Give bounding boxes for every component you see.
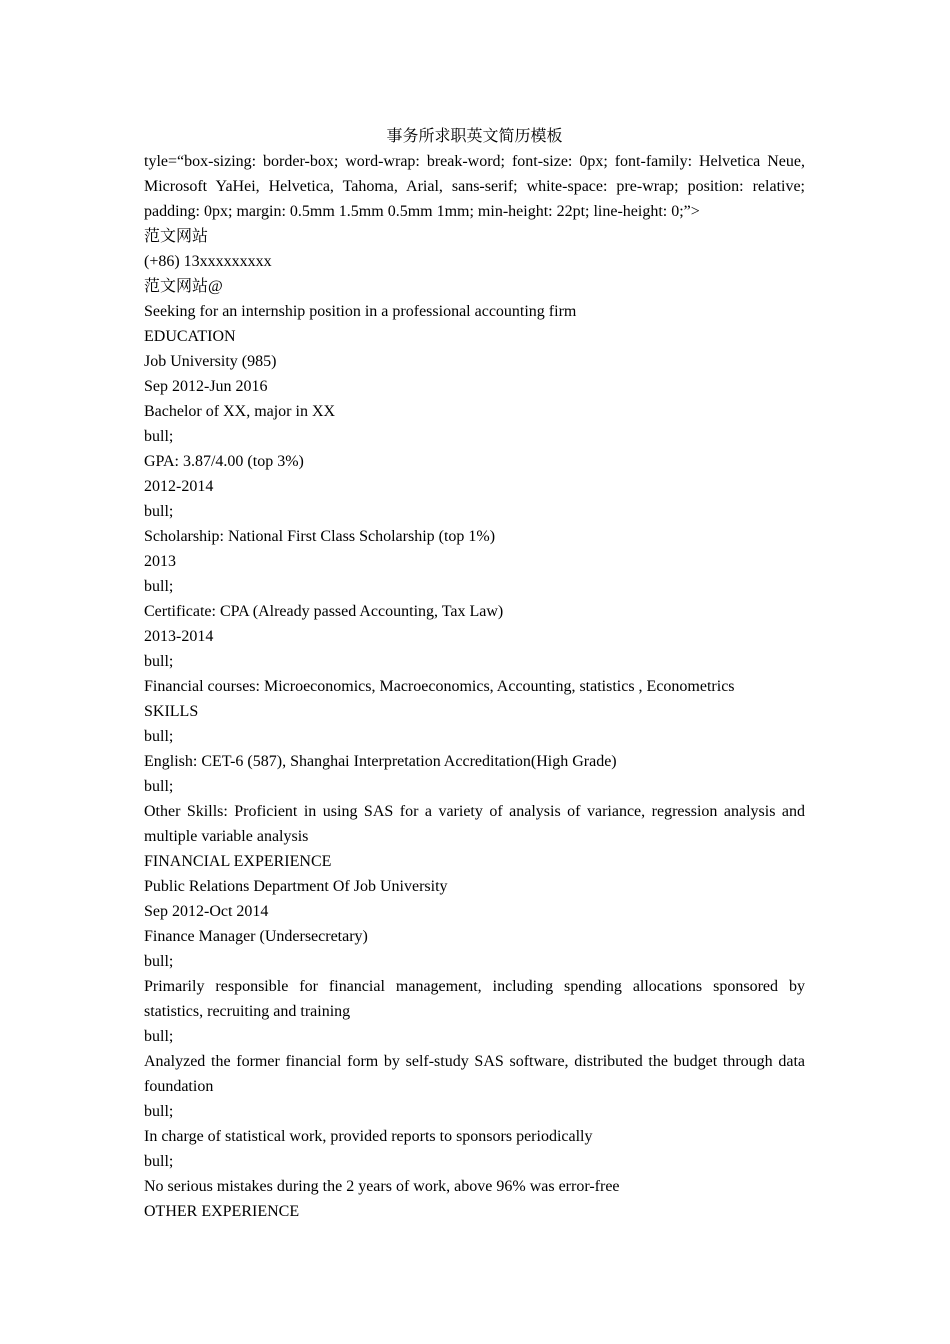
contact-name: 范文网站 xyxy=(144,228,209,245)
bullet-marker: bull; xyxy=(144,1103,174,1120)
style-fragment-text: tyle=“box-sizing: border-box; word-wrap: break-word; font-size: 0px; font-family: Helvetica Neue, Microsoft YaHei, Helvetica, Tahoma, Arial, sans-serif; white-space: pre-wrap; position: relative; padding: 0px; margin: 0.5mm 1.5mm 0.5mm 1mm; min-height: 22pt; line-height: 0;”> xyxy=(144,153,805,220)
objective: Seeking for an internship position in a professional accounting firm xyxy=(144,303,577,320)
experience-dates: Sep 2012-Oct 2014 xyxy=(144,903,269,920)
education-heading: EDUCATION xyxy=(144,328,236,345)
experience-role: Finance Manager (Undersecretary) xyxy=(144,928,368,945)
document-page xyxy=(144,124,805,1224)
bullet-marker: bull; xyxy=(144,1028,174,1045)
bullet-marker: bull; xyxy=(144,728,174,745)
experience-item: In charge of statistical work, provided reports to sponsors periodically xyxy=(144,1128,593,1145)
bullet-marker: bull; xyxy=(144,428,174,445)
education-school: Job University (985) xyxy=(144,353,277,370)
skills-heading: SKILLS xyxy=(144,703,199,720)
bullet-marker: bull; xyxy=(144,1153,174,1170)
skills-english: English: CET-6 (587), Shanghai Interpretation Accreditation(High Grade) xyxy=(144,753,617,770)
bullet-marker: bull; xyxy=(144,578,174,595)
education-dates: Sep 2012-Jun 2016 xyxy=(144,378,268,395)
contact-phone: (+86) 13xxxxxxxxx xyxy=(144,253,272,270)
bullet-marker: bull; xyxy=(144,778,174,795)
courses-dates: 2013-2014 xyxy=(144,628,214,645)
document-title: 事务所求职英文简历模板 xyxy=(386,128,563,145)
scholarship-dates: 2012-2014 xyxy=(144,478,214,495)
experience-item: Primarily responsible for financial management, including spending allocations sponsored by statistics, recruiting and training xyxy=(144,978,805,1020)
certificate-dates: 2013 xyxy=(144,553,176,570)
experience-organization: Public Relations Department Of Job University xyxy=(144,878,448,895)
contact-email: 范文网站@ xyxy=(144,278,223,295)
experience-item: Analyzed the former financial form by self-study SAS software, distributed the budget through data foundation xyxy=(144,1053,805,1095)
skills-other: Other Skills: Proficient in using SAS for a variety of analysis of variance, regression analysis and multiple variable analysis xyxy=(144,803,805,845)
education-courses: Financial courses: Microeconomics, Macroeconomics, Accounting, statistics , Econometrics xyxy=(144,678,735,695)
education-scholarship: Scholarship: National First Class Scholarship (top 1%) xyxy=(144,528,496,545)
experience-item: No serious mistakes during the 2 years of work, above 96% was error-free xyxy=(144,1178,620,1195)
financial-experience-heading: FINANCIAL EXPERIENCE xyxy=(144,853,332,870)
education-gpa: GPA: 3.87/4.00 (top 3%) xyxy=(144,453,304,470)
bullet-marker: bull; xyxy=(144,953,174,970)
bullet-marker: bull; xyxy=(144,653,174,670)
education-degree: Bachelor of XX, major in XX xyxy=(144,403,336,420)
education-certificate: Certificate: CPA (Already passed Accounting, Tax Law) xyxy=(144,603,504,620)
other-experience-heading: OTHER EXPERIENCE xyxy=(144,1203,300,1220)
bullet-marker: bull; xyxy=(144,503,174,520)
